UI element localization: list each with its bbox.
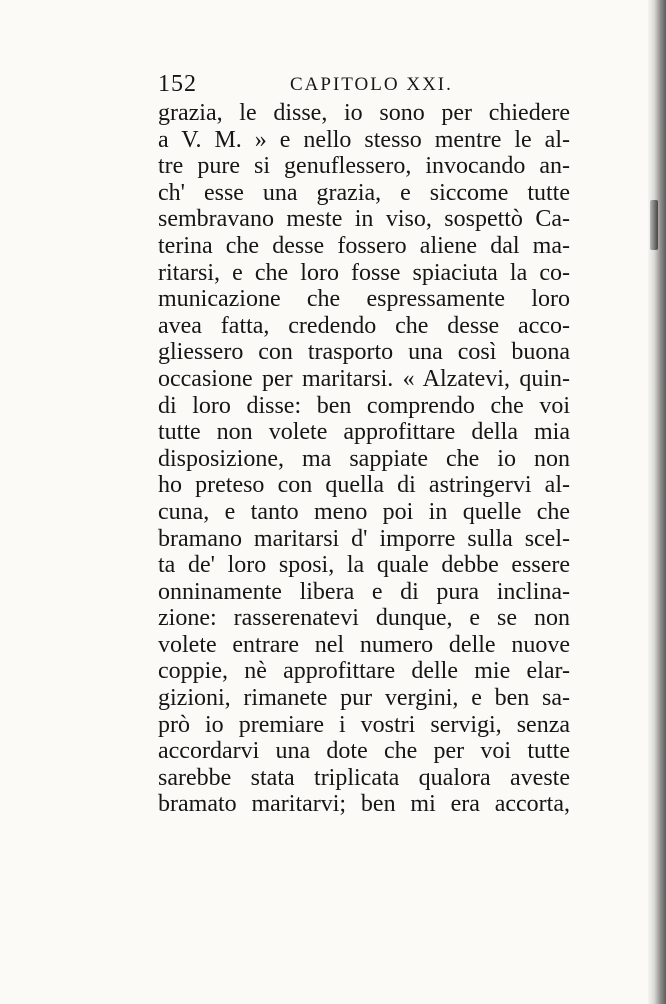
- text-line: avea fatta, credendo che desse acco-: [158, 312, 570, 339]
- text-line: gizioni, rimanete pur vergini, e ben sa-: [158, 685, 570, 712]
- text-line: accordarvi una dote che per voi tutte: [158, 738, 570, 765]
- page-number: 152: [158, 71, 197, 97]
- text-line: a V. M. » e nello stesso mentre le al-: [158, 126, 570, 153]
- chapter-title: CAPITOLO XXI.: [290, 74, 453, 95]
- page-edge-shadow: [648, 0, 666, 1004]
- running-header: [158, 70, 570, 98]
- text-line: ta de' loro sposi, la quale debbe essere: [158, 552, 570, 579]
- text-line: gliessero con trasporto una così buona: [158, 339, 570, 366]
- text-line: ho preteso con quella di astringervi al-: [158, 472, 570, 499]
- text-line: bramano maritarsi d' imporre sulla scel-: [158, 525, 570, 552]
- text-line: sembravano meste in viso, sospettò Ca-: [158, 206, 570, 233]
- body-text: [158, 100, 570, 818]
- page-edge-mark: [650, 200, 658, 250]
- text-line: terina che desse fossero aliene dal ma-: [158, 232, 570, 259]
- text-line: zione: rasserenatevi dunque, e se non: [158, 605, 570, 632]
- text-line: bramato maritarvi; ben mi era accorta,: [158, 791, 570, 818]
- text-line: occasione per maritarsi. « Alzatevi, quin-: [158, 365, 570, 392]
- text-line: di loro disse: ben comprendo che voi: [158, 392, 570, 419]
- text-line: municazione che espressamente loro: [158, 286, 570, 313]
- text-line: disposizione, ma sappiate che io non: [158, 445, 570, 472]
- text-line: cuna, e tanto meno poi in quelle che: [158, 498, 570, 525]
- text-line: grazia, le disse, io sono per chiedere: [158, 100, 570, 126]
- text-line: ritarsi, e che loro fosse spiaciuta la co-: [158, 259, 570, 286]
- text-line: sarebbe stata triplicata qualora aveste: [158, 764, 570, 791]
- text-line: tre pure si genuflessero, invocando an-: [158, 153, 570, 180]
- text-line: coppie, nè approfittare delle mie elar-: [158, 658, 570, 685]
- text-line: tutte non volete approfittare della mia: [158, 419, 570, 446]
- text-line: prò io premiare i vostri servigi, senza: [158, 711, 570, 738]
- text-line: volete entrare nel numero delle nuove: [158, 631, 570, 658]
- text-line: onninamente libera e di pura inclina-: [158, 578, 570, 605]
- text-line: ch' esse una grazia, e siccome tutte: [158, 179, 570, 206]
